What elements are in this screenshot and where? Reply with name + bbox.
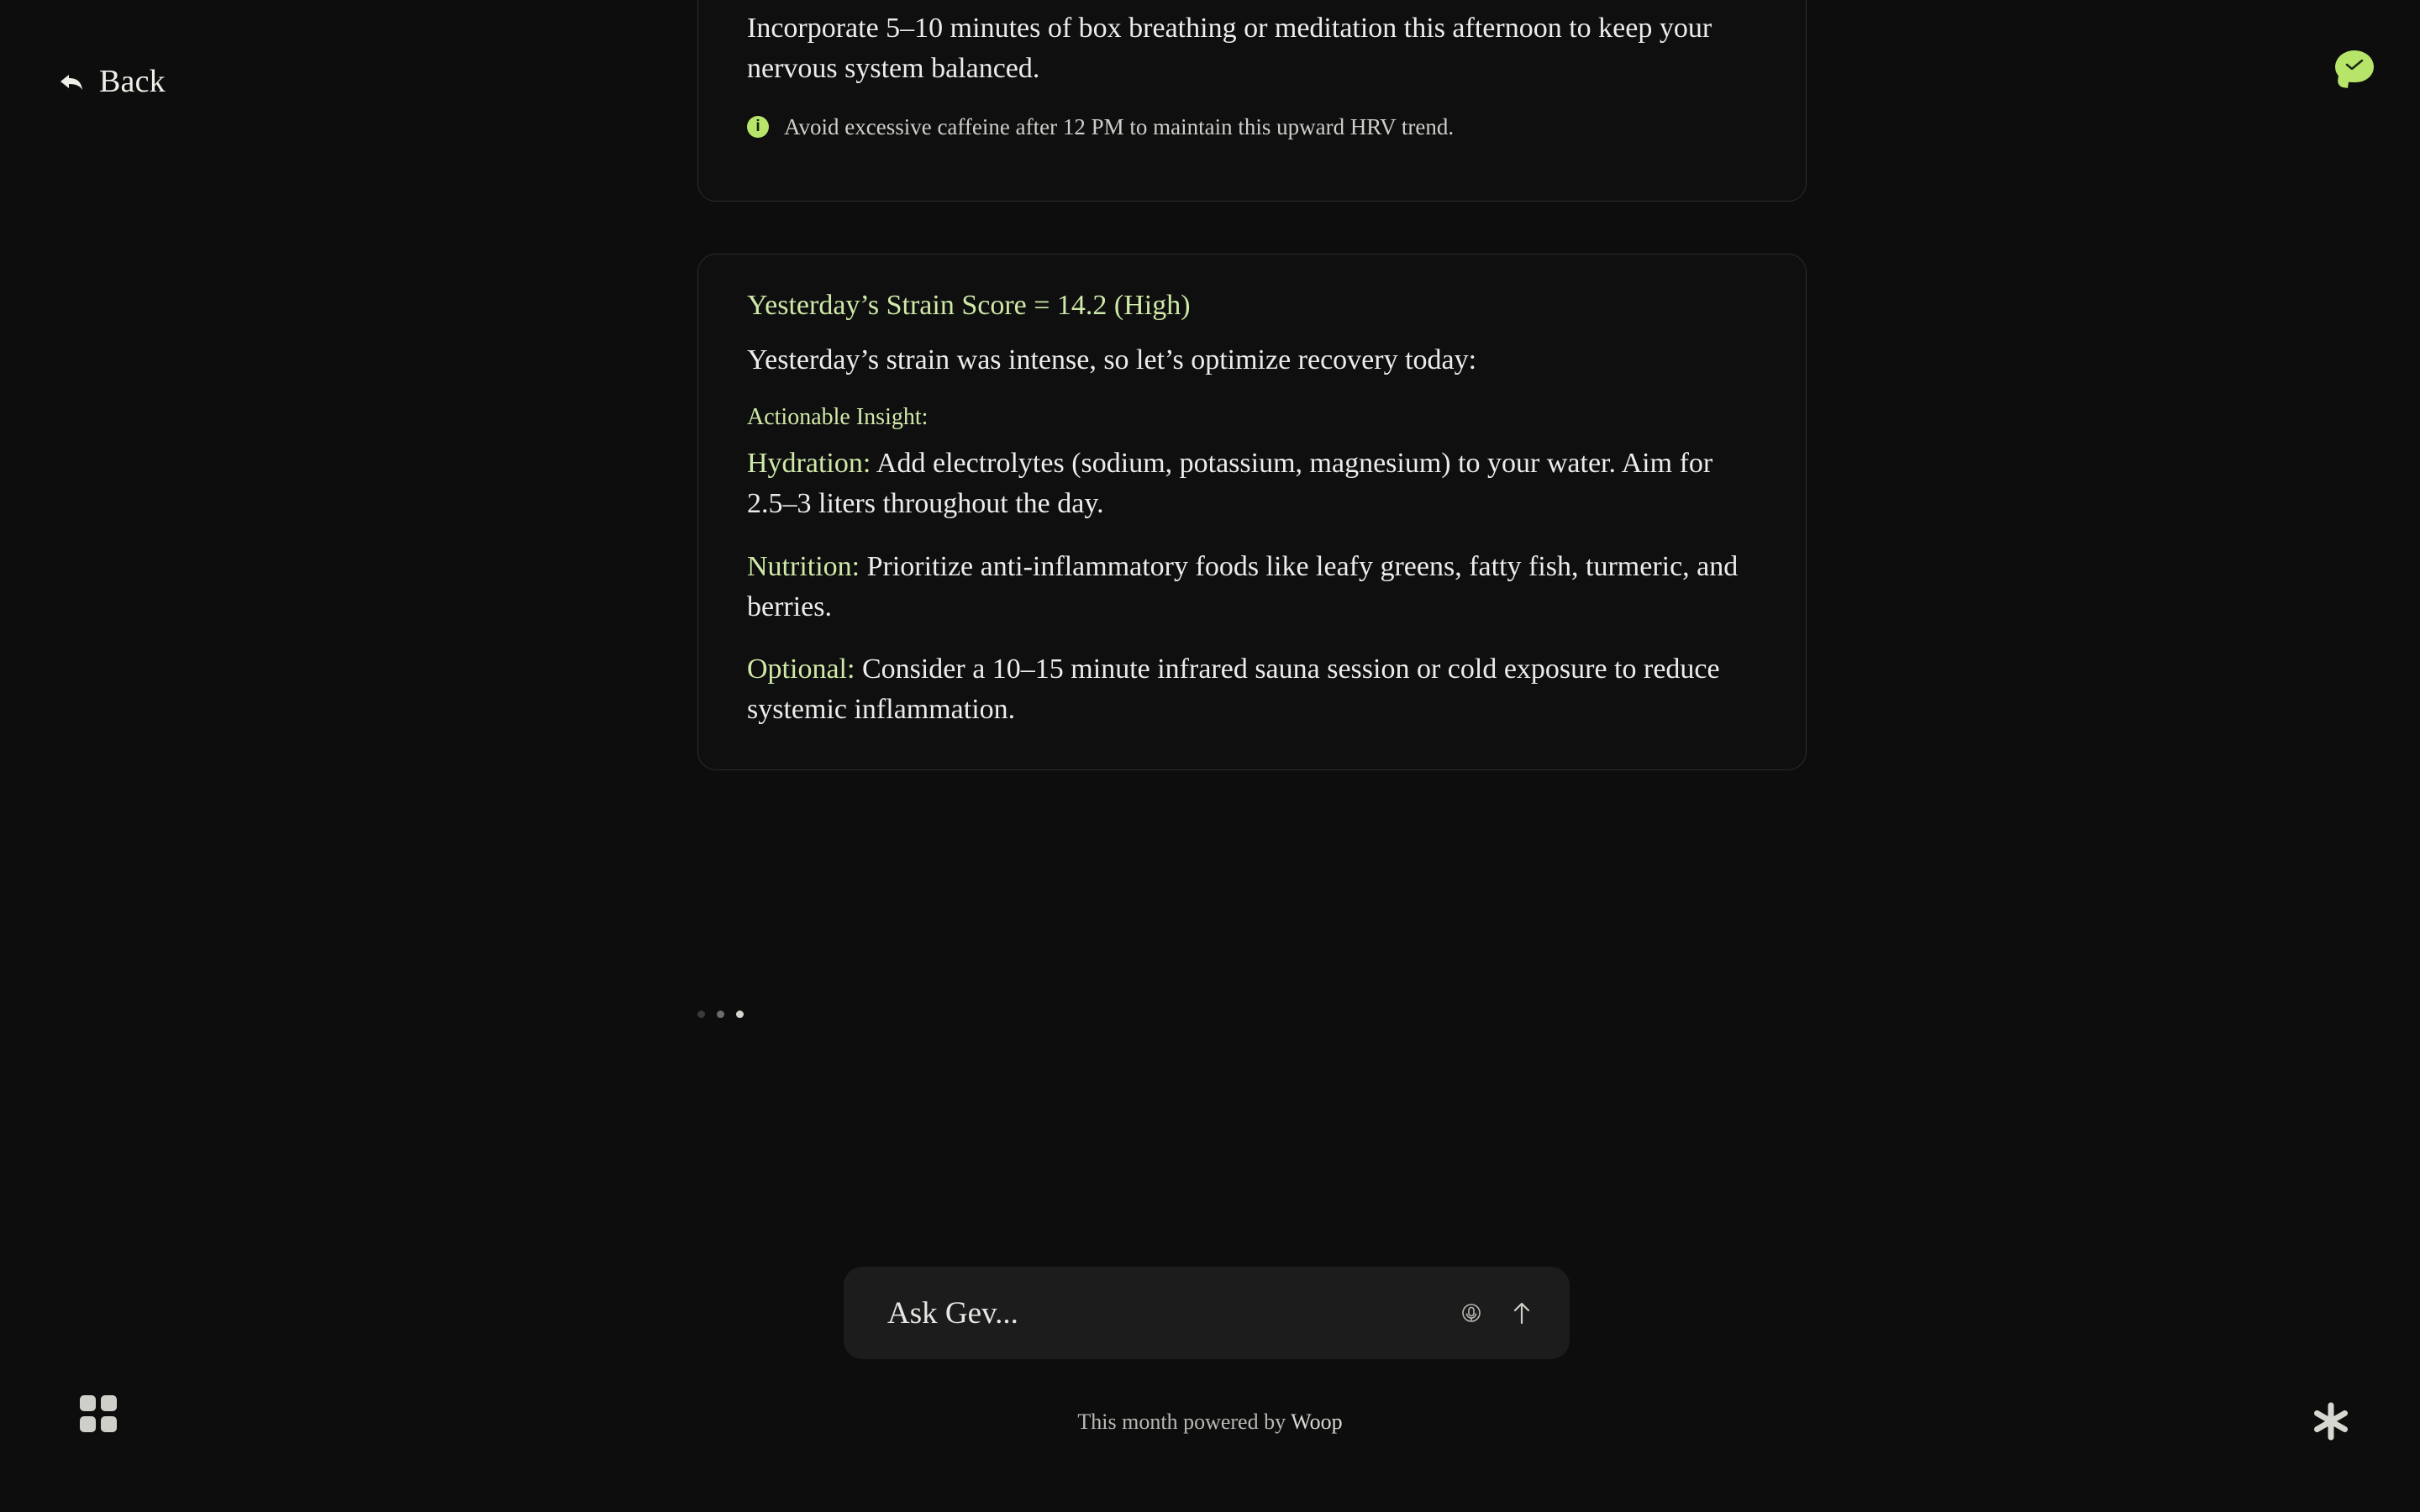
grid-cell (80, 1416, 96, 1432)
strain-item-nutrition-text: Prioritize anti-inflammatory foods like leafy greens, fatty fish, turmeric, and berries. (747, 550, 1739, 622)
check-icon (2345, 60, 2364, 70)
card-note-text: Avoid excessive caffeine after 12 PM to maintain this upward HRV trend. (784, 113, 1455, 139)
chat-composer[interactable] (844, 1267, 1570, 1359)
chat-input-placeholder[interactable]: Ask Gev... (887, 1295, 1018, 1331)
grid-cell (80, 1395, 96, 1411)
footer-credit (0, 1410, 2420, 1435)
strain-item-optional-label: Optional: (747, 654, 855, 685)
insight-card-hrv (697, 0, 1807, 202)
microphone-icon[interactable] (1457, 1299, 1486, 1327)
strain-item-nutrition (747, 547, 1757, 628)
strain-item-optional-text: Consider a 10–15 minute infrared sauna session or cold exposure to reduce systemic inflammation. (747, 654, 1720, 726)
footer-prefix: This month powered by (1077, 1410, 1292, 1434)
strain-intro: Yesterday’s strain was intense, so let’s optimize recovery today: (747, 344, 1477, 375)
pagination-dot-3[interactable] (736, 1011, 744, 1018)
strain-item-hydration-text: Add electrolytes (sodium, potassium, magnesium) to your water. Aim for 2.5–3 liters throughout the day. (747, 448, 1713, 520)
card-body: Incorporate 5–10 minutes of box breathing or meditation this afternoon to keep your nervous system balanced. (747, 13, 1712, 85)
info-icon: i (747, 116, 769, 138)
back-label: Back (99, 64, 166, 99)
composer-actions (1457, 1299, 1536, 1327)
grid-cell (101, 1395, 117, 1411)
footer-brand: Woop (1291, 1410, 1343, 1434)
send-arrow-up-icon[interactable] (1507, 1299, 1536, 1327)
pagination-dot-2[interactable] (717, 1011, 724, 1018)
card-note (747, 112, 1757, 144)
pagination-dots[interactable] (697, 1011, 744, 1018)
back-button[interactable] (57, 63, 166, 100)
strain-item-optional (747, 649, 1757, 731)
back-arrow-icon (57, 67, 86, 96)
badge-tail (2337, 76, 2349, 88)
grid-apps-icon[interactable] (80, 1395, 117, 1432)
insight-card-strain (697, 254, 1807, 770)
pagination-dot-1[interactable] (697, 1011, 705, 1018)
strain-item-hydration (747, 444, 1757, 525)
strain-item-hydration-label: Hydration: (747, 448, 871, 480)
strain-kicker: Actionable Insight: (747, 404, 929, 431)
strain-item-nutrition-label: Nutrition: (747, 550, 860, 582)
insight-card-list (697, 0, 1807, 770)
asterisk-icon[interactable] (2309, 1399, 2353, 1443)
status-badge (2335, 50, 2374, 84)
strain-score-heading: Yesterday’s Strain Score = 14.2 (High) (747, 290, 1191, 321)
grid-cell (101, 1416, 117, 1432)
